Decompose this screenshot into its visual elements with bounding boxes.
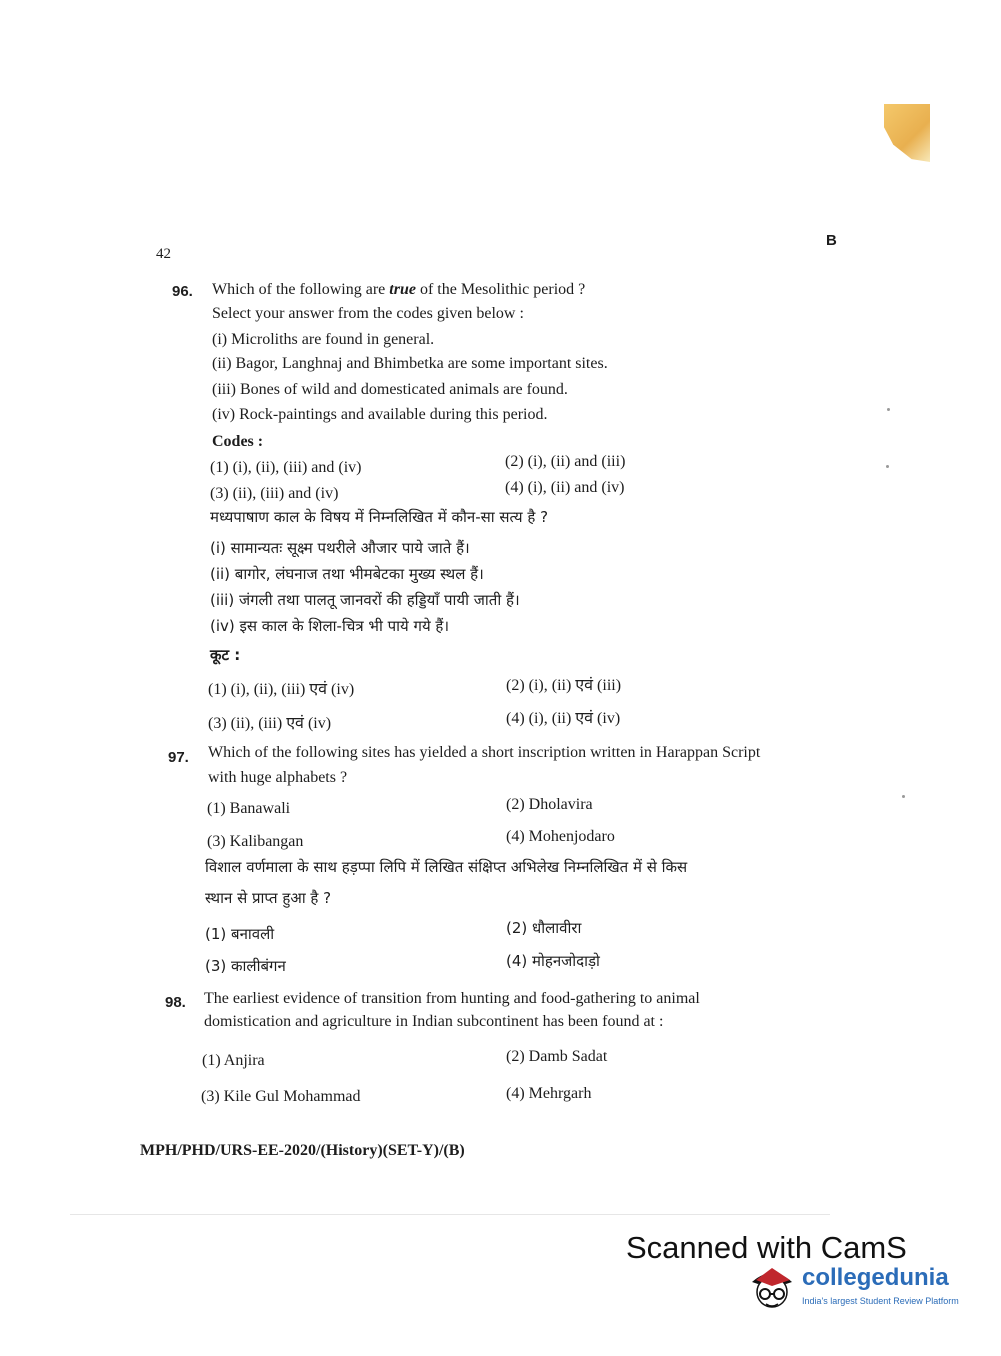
collegedunia-logo	[746, 1258, 976, 1318]
scan-edge-line	[70, 1214, 830, 1215]
q97-option-3: (3) Kalibangan	[207, 833, 304, 850]
q96-stem: Which of the following are true of the Mesolithic period ?	[212, 281, 586, 298]
speck	[902, 795, 905, 798]
q98-option-4: (4) Mehrgarh	[506, 1085, 592, 1102]
q96-item-2: (ii) Bagor, Langhnaj and Bhimbetka are some important sites.	[212, 355, 608, 372]
q96-hi-item-3: (iii) जंगली तथा पालतू जानवरों की हड्डियाँ पायी जाती हैं।	[210, 591, 520, 609]
q97-stem-line2: with huge alphabets ?	[208, 769, 348, 786]
q98-option-2: (2) Damb Sadat	[506, 1048, 608, 1065]
q96-hi-item-4: (iv) इस काल के शिला-चित्र भी पाये गये हैं।	[210, 617, 450, 635]
paper-stain	[884, 104, 930, 162]
q96-instruction: Select your answer from the codes given below :	[212, 305, 524, 322]
q96-hi-option-2: (2) (i), (ii) एवं (iii)	[506, 677, 622, 694]
q96-option-1: (1) (i), (ii), (iii) and (iv)	[210, 459, 362, 476]
q96-hi-option-4: (4) (i), (ii) एवं (iv)	[506, 710, 621, 727]
q97-option-1: (1) Banawali	[207, 800, 291, 817]
q97-hi-stem-line2: स्थान से प्राप्त हुआ है ?	[205, 889, 332, 907]
q96-codes-label: Codes :	[212, 433, 264, 450]
q97-hi-option-4: (4) मोहनजोदाड़ो	[506, 952, 600, 970]
q96-option-3: (3) (ii), (iii) and (iv)	[210, 485, 339, 502]
q96-hi-codes-label: कूट :	[210, 646, 241, 664]
q97-option-2: (2) Dholavira	[506, 796, 593, 813]
q98-option-3: (3) Kile Gul Mohammad	[201, 1088, 361, 1105]
q97-hi-stem-line1: विशाल वर्णमाला के साथ हड़प्पा लिपि में लिखित संक्षिप्त अभिलेख निम्नलिखित में से किस	[205, 858, 688, 876]
page-number: 42	[156, 246, 171, 262]
q96-hi-item-1: (i) सामान्यतः सूक्ष्म पथरीले औजार पाये जाते हैं।	[210, 539, 470, 557]
q96-option-4: (4) (i), (ii) and (iv)	[505, 479, 625, 496]
q96-number: 96.	[172, 283, 193, 300]
q96-hi-item-2: (ii) बागोर, लंघनाज तथा भीमबेटका मुख्य स्थल हैं।	[210, 565, 484, 583]
q97-option-4: (4) Mohenjodaro	[506, 828, 615, 845]
brand-tagline: India's largest Student Review Platform	[802, 1296, 959, 1306]
q97-hi-option-3: (3) कालीबंगन	[205, 957, 286, 975]
set-letter: B	[826, 232, 837, 249]
student-mascot-icon	[746, 1262, 798, 1314]
q97-number: 97.	[168, 749, 189, 766]
q98-stem-line2: domistication and agriculture in Indian subcontinent has been found at :	[204, 1013, 664, 1030]
q96-hi-option-3: (3) (ii), (iii) एवं (iv)	[208, 715, 332, 732]
speck	[887, 408, 890, 411]
q96-option-2: (2) (i), (ii) and (iii)	[505, 453, 626, 470]
q96-item-1: (i) Microliths are found in general.	[212, 331, 435, 348]
q97-hi-option-2: (2) धौलावीरा	[506, 919, 582, 937]
q98-option-1: (1) Anjira	[202, 1052, 265, 1069]
speck	[886, 465, 889, 468]
q96-item-3: (iii) Bones of wild and domesticated animals are found.	[212, 381, 568, 398]
q96-item-4: (iv) Rock-paintings and available during this period.	[212, 406, 548, 423]
q98-number: 98.	[165, 994, 186, 1011]
q96-hi-option-1: (1) (i), (ii), (iii) एवं (iv)	[208, 681, 355, 698]
brand-name: collegedunia	[802, 1264, 949, 1291]
q97-stem-line1: Which of the following sites has yielded a short inscription written in Harappan Script	[208, 744, 761, 761]
paper-code-footer: MPH/PHD/URS-EE-2020/(History)(SET-Y)/(B)	[140, 1142, 465, 1159]
q96-hi-stem: मध्यपाषाण काल के विषय में निम्नलिखित में कौन-सा सत्य है ?	[210, 508, 549, 526]
scanner-watermark: Scanned with CamS	[626, 1230, 907, 1265]
q98-stem-line1: The earliest evidence of transition from hunting and food-gathering to animal	[204, 990, 700, 1007]
q97-hi-option-1: (1) बनावली	[205, 925, 275, 943]
